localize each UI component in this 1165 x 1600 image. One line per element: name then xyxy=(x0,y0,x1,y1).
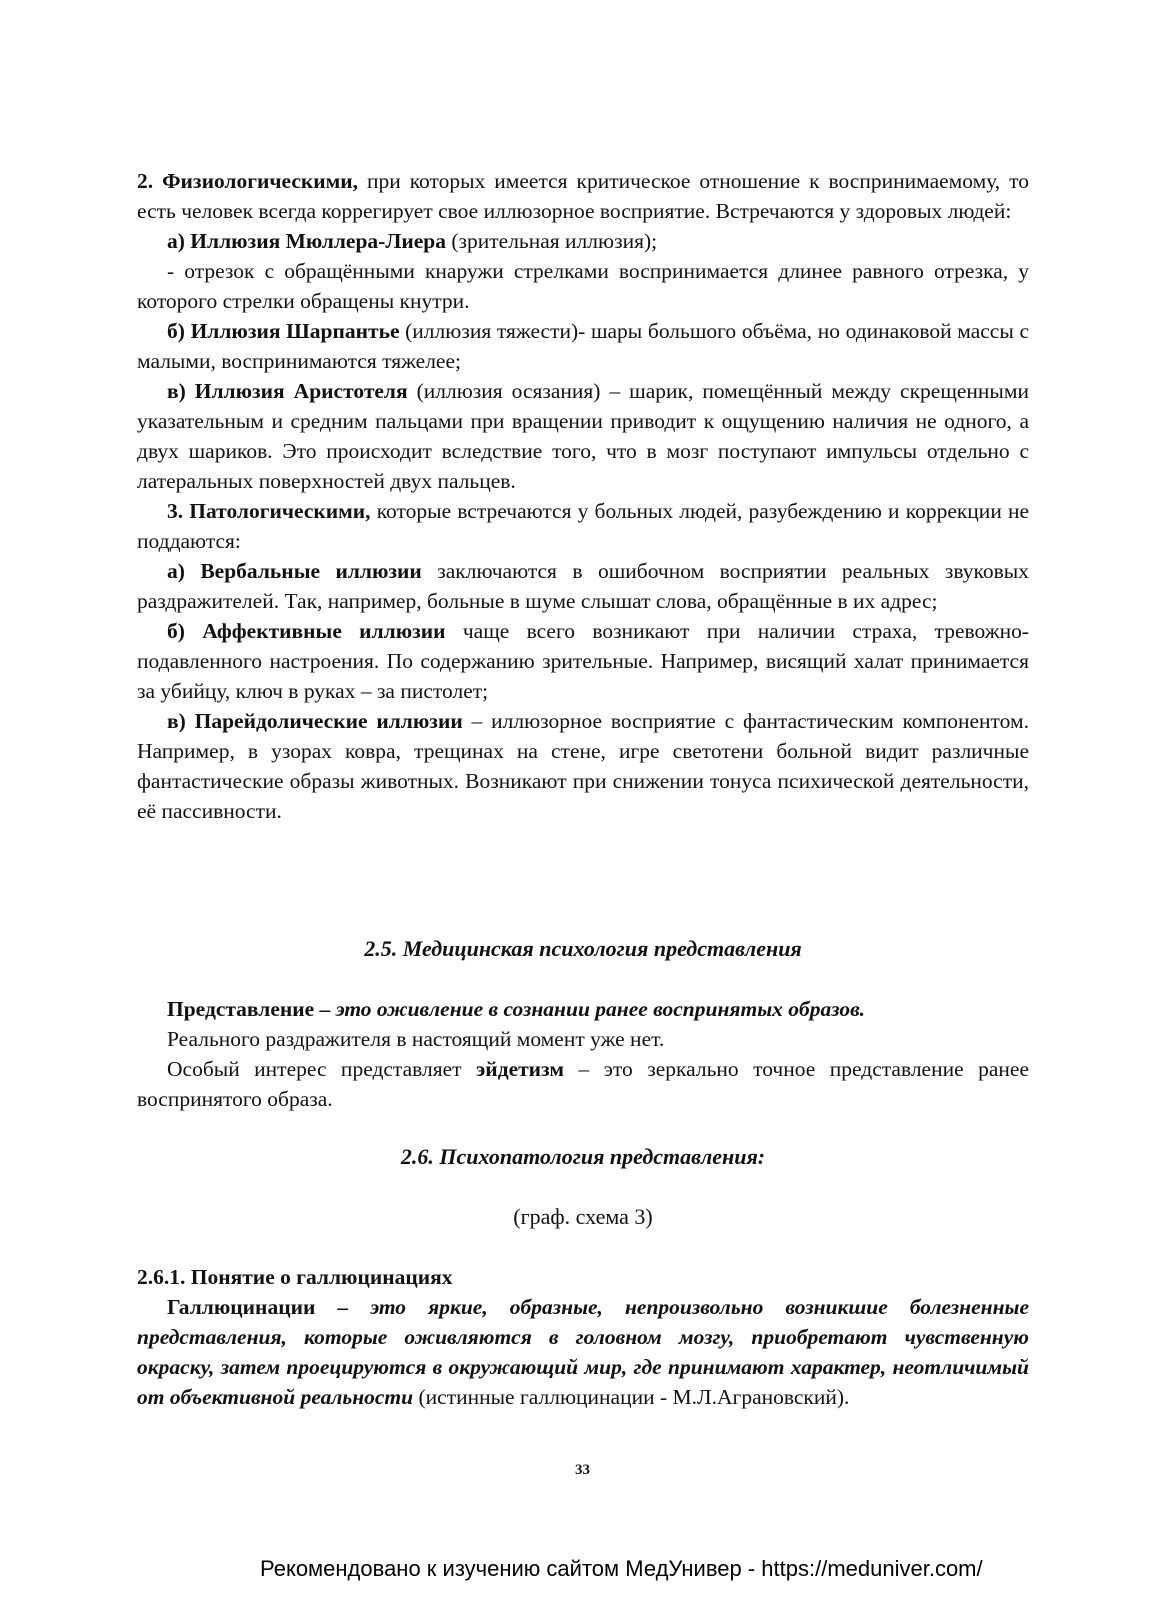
paragraph-physiological: 2. Физиологическими, при которых имеется критическое отношение к воспринимаемому, то есть человек всегда коррегирует свое иллюзорное восприятие. Встречаются у здоровых людей: xyxy=(137,169,1029,223)
paragraph-aristotle: в) Иллюзия Аристотеля (иллюзия осязания) – шарик, помещённый между скрещенными указательным и средним пальцами при вращении приводит к ощущению наличия не одного, а двух шариков. Это происходит вследствие того, что в мозг поступают импульсы отдельно с латеральных поверхностей двух пальцев. xyxy=(137,379,1029,493)
illusions-section xyxy=(137,166,1029,826)
page-number: 33 xyxy=(575,1462,590,1478)
section-heading-2-6: 2.6. Психопатология представления: xyxy=(400,1144,766,1169)
paragraph-charpentier: б) Иллюзия Шарпантье (иллюзия тяжести)- шары большого объёма, но одинаковой массы с малыми, воспринимаются тяжелее; xyxy=(137,319,1029,373)
paragraph-verbal: а) Вербальные иллюзии заключаются в ошибочном восприятии реальных звуковых раздражителей. Так, например, больные в шуме слышат слова, обращённые в их адрес; xyxy=(137,559,1030,613)
paragraph-hallucinations-definition: Галлюцинации – это яркие, образные, непроизвольно возникшие болезненные представления, которые оживляются в головном мозгу, приобретают чувственную окраску, затем проецируются в окружающий мир, где принимают характер, неотличимый от объективной реальности (истинные галлюцинации - М.Л.Аграновский). xyxy=(137,1295,1029,1409)
graph-reference: (граф. схема 3) xyxy=(513,1204,653,1229)
paragraph-pareidolic: в) Парейдолические иллюзии – иллюзорное восприятие с фантастическим компонентом. Например, в узорах ковра, трещинах на стене, игре светотени больной видит различные фантастические образы животных. Возникают при снижении тонуса психической деятельности, её пассивности. xyxy=(137,709,1029,823)
hallucinations-section xyxy=(137,1262,1029,1412)
paragraph-eidetism: Особый интерес представляет эйдетизм – это зеркально точное представление ранее воспринятого образа. xyxy=(137,1057,1029,1111)
footer-recommendation: Рекомендовано к изучению сайтом МедУнивер - https://meduniver.com/ xyxy=(260,1556,983,1581)
paragraph-pathological: 3. Патологическими, которые встречаются у больных людей, разубеждению и коррекции не поддаются: xyxy=(137,499,1030,553)
paragraph-muller-lyer: а) Иллюзия Мюллера-Лиера (зрительная иллюзия); xyxy=(167,229,658,253)
paragraph-representation-definition: Представление – это оживление в сознании ранее воспринятых образов. xyxy=(167,997,866,1021)
paragraph-affective: б) Аффективные иллюзии чаще всего возникают при наличии страха, тревожно-подавленного настроения. По содержанию зрительные. Например, висящий халат принимается за убийцу, ключ в руках – за пистолет; xyxy=(137,619,1029,703)
paragraph-segment: - отрезок с обращёнными кнаружи стрелками воспринимается длинее равного отрезка, у которого стрелки обращены кнутри. xyxy=(137,259,1029,313)
paragraph-stimulus: Реального раздражителя в настоящий момент уже нет. xyxy=(167,1027,665,1051)
section-heading-2-5: 2.5. Медицинская психология представления xyxy=(364,936,802,961)
representation-section xyxy=(137,994,1029,1114)
subsection-heading-2-6-1: 2.6.1. Понятие о галлюцинациях xyxy=(137,1265,453,1289)
